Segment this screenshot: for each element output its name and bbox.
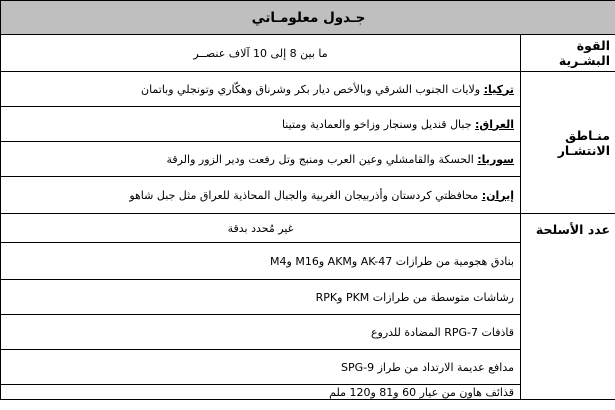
manpower-label: القوة البشـرية xyxy=(521,35,615,72)
weapons-count-row xyxy=(1,214,615,243)
deployment-text: الحسكة والقامشلي وعين العرب ومنبج وتل رفعت ودير الزور والرقة xyxy=(166,152,478,166)
weapons-label: عدد الأسلحة xyxy=(521,214,615,400)
deployment-item xyxy=(1,142,521,177)
country-name: العراق: xyxy=(475,117,514,131)
country-name: تركيا: xyxy=(483,82,514,96)
deployment-label: منـاطق الانتشـار xyxy=(521,72,615,214)
deployment-item xyxy=(1,72,521,107)
country-name: إيران: xyxy=(481,188,514,202)
weapon-item: رشاشات متوسطة من طرازات PKM وRPK xyxy=(1,280,521,315)
weapons-count-value: غير مُحدد بدقة xyxy=(1,214,521,243)
weapon-item: قاذفات RPG-7 المضادة للدروع xyxy=(1,315,521,350)
table-title-row xyxy=(1,1,615,35)
weapon-item: مدافع عديمة الارتداد من طراز SPG-9 xyxy=(1,350,521,385)
deployment-item xyxy=(1,177,521,214)
weapon-item: بنادق هجومية من طرازات AK-47 وAKM وM16 وM4 xyxy=(1,243,521,280)
deployment-row xyxy=(1,72,615,107)
deployment-text: جبال قنديل وسنجار وزاخو والعمادية ومتينا xyxy=(281,117,476,131)
deployment-text: ولايات الجنوب الشرقي وبالأخص ديار بكر وشرناق وهكّاري وتونجلي وباتمان xyxy=(140,82,484,96)
table-title: جـدول معلومـاتي xyxy=(1,1,615,35)
deployment-item xyxy=(1,107,521,142)
manpower-value: ما بين 8 إلى 10 آلاف عنصــر xyxy=(1,35,521,72)
manpower-row xyxy=(1,35,615,72)
weapon-item: قذائف هاون من عيار 60 و81 و120 ملم xyxy=(1,385,521,400)
country-name: سوريا: xyxy=(477,152,514,166)
deployment-text: محافظتي كردستان وأذربيجان الغربية والجبال المحاذية للعراق مثل جبل شاهو xyxy=(129,188,482,202)
